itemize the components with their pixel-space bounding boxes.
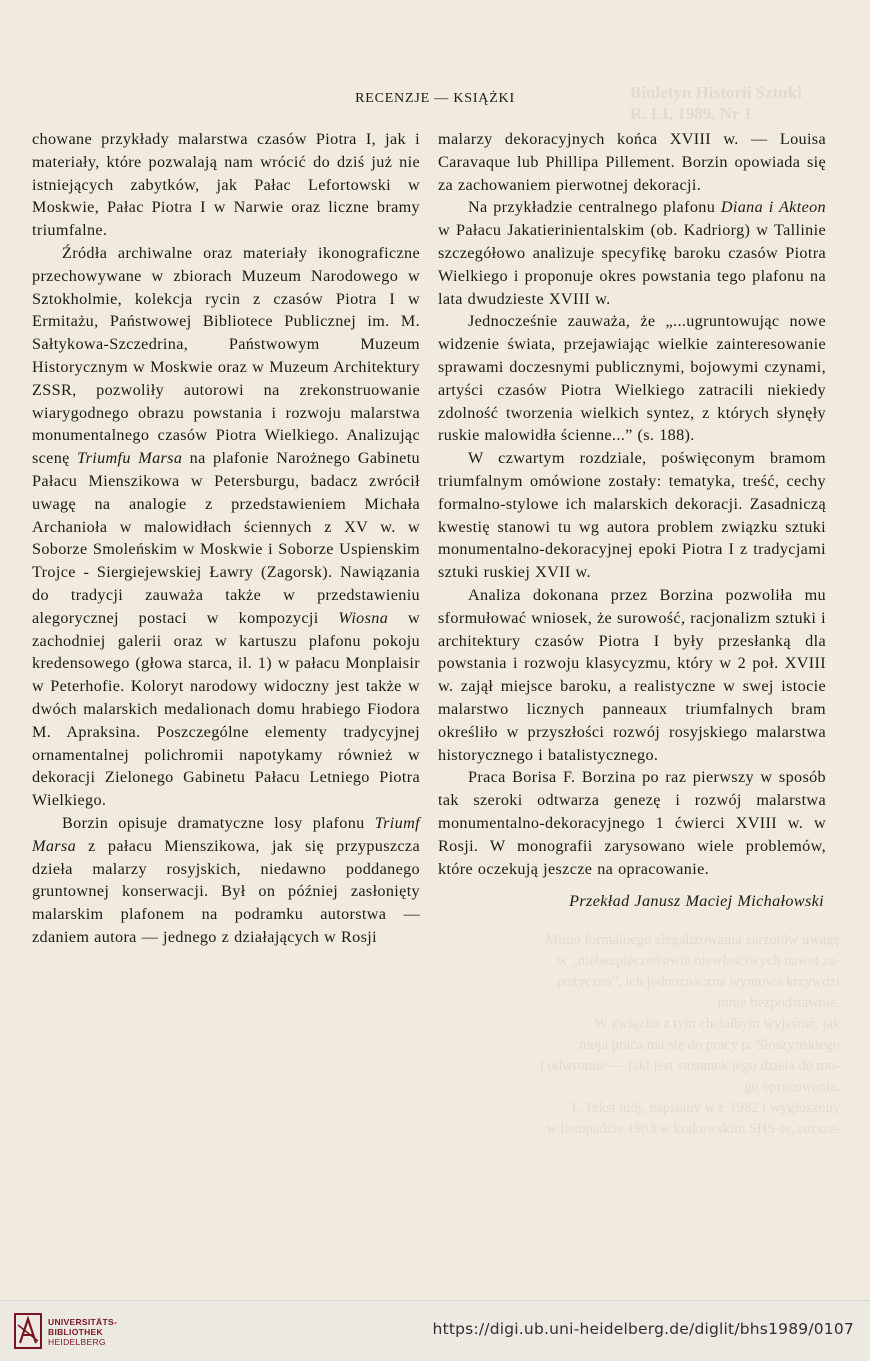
paragraph: Źródła archiwalne oraz materiały ikonograficzne przechowywane w zbiorach Muzeum Narodowego w Sztokholmie, kolekcja rycin z czasów Piotra I w Ermitażu, Państwowej Bibliotece Publicznej im. M. Sałtykowa-Szczedrina, Państwowym Muzeum Historycznym w Moskwie oraz w Muzeum Architektury ZSSR, pozwoliły autorowi na zrekonstruowanie wiarygodnego obrazu powstania i rozwoju malarstwa monumentalnego czasów Piotra Wielkiego. Analizując scenę Triumfu Marsa na plafonie Narożnego Gabinetu Pałacu Mienszikowa w Petersburgu, badacz zwrócił uwagę na analogie z przedstawieniem Michała Archanioła w malowidłach ściennych z XV w. w Soborze Smoleńskim w Moskwie i Soborze Uspienskim Trojce - Siergiejewskiej Ławry (Zagorsk). Nawiązania do tradycji zauważa także w przedstawieniu alegorycznej postaci w kompozycji Wiosna w zachodniej galerii oraz w kartuszu plafonu pokoju kredensowego (głowa starca, il. 1) w pałacu Monplaisir w Peterhofie. Koloryt narodowy widoczny jest także w dwóch malarskich medalionach domu hrabiego Fiodora M. Apraksina. Poszczególne elementy tradycyjnej ornamentalnej polichromii napotykamy również w dekoracji Zielonego Gabinetu Pałacu Letniego Piotra Wielkiego.	[32, 243, 420, 810]
viewer-footer	[0, 1300, 870, 1361]
paragraph: Borzin opisuje dramatyczne losy plafonu Triumf Marsa z pałacu Mienszikowa, jak się przypuszcza dzieła malarzy rosyjskich, niedawno poddanego gruntownej konserwacji. Był on później zasłonięty malarskim plafonem na podramku autorstwa — zdaniem autora — jednego z działających w Rosji	[32, 813, 420, 946]
paragraph: Analiza dokonana przez Borzina pozwoliła mu sformułować wniosek, że surowość, racjonalizm sztuki i architektury czasów Piotra I były przesłanką dla powstania i rozwoju klasycyzmu, który w 2 poł. XVIII w. zajął miejsce baroku, a realistyczne w swej istocie malarstwo licznych panneaux triumfalnych bram określiło w przyszłości rozwój rosyjskiego malarstwa historycznego i batalistycznego.	[438, 585, 826, 764]
paragraph: chowane przykłady malarstwa czasów Piotra I, jak i materiały, które pozwalają nam wrócić do dziś już nie istniejących zabytków, jak Pałac Lefortowski w Moskwie, Pałac Piotra I w Narwie oraz liczne bramy triumfalne.	[32, 130, 420, 240]
paragraph: Jednocześnie zauważa, że „...ugruntowując nowe widzenie świata, przejawiając wielkie zainteresowanie sprawami doczesnymi publicznymi, bojowymi czynami, artyści czasów Piotra Wielkiego zatracili niekiedy zdolność tworzenia wielkich syntez, z których słynęły ruskie malowidła ścienne...” (s. 188).	[438, 312, 826, 445]
running-head: RECENZJE — KSIĄŻKI	[355, 91, 515, 106]
library-logo-icon	[14, 1313, 42, 1349]
permalink-url[interactable]: https://digi.ub.uni-heidelberg.de/diglit/bhs1989/0107	[432, 1320, 854, 1338]
paragraph: W czwartym rozdziale, poświęconym bramom triumfalnym omówione zostały: tematyka, treść, cechy formalno-stylowe ich malarskich dekoracji. Zasadniczą kwestię stanowi tu wg autora problem związku sztuki monumentalno-dekoracyjnej epoki Piotra I z tradycjami sztuki ruskiej XVII w.	[438, 449, 826, 582]
university-library-logo[interactable]	[14, 1311, 134, 1351]
paragraph: Praca Borisa F. Borzina po raz pierwszy w sposób tak szeroki odtwarza genezę i rozwój malarstwa monumentalno-dekoracyjnego 1 ćwierci XVIII w. w Rosji. W monografii zarysowano wiele problemów, które oczekują jeszcze na opracowanie.	[438, 768, 826, 878]
bleed-through-header: Biuletyn Historii Sztuki R. LI, 1989, Nr 1	[630, 83, 802, 123]
translator-signature: Przekład Janusz Maciej Michałowski	[569, 892, 824, 911]
bleed-through-text: Mimo formalnego zlegalizowania zarzutów uwagę w „niebezpieczeństwie niewłaściwych nawet za- pożyczeń”, ich jednoznaczna wymowa krzywdzi mnie bezpodstawnie. W związku z tym chciałbym wyjaśnić, jak moja praca ma się do pracy p. Słoszyńskiego i odwrotnie — jaki jest stosunek jego dzieła do mo- go opracowania. 1. Tekst mój, napisany w r. 1982 i wygłoszony w listopadzie 1983 w krakowskim SHS-ie, rozsze-	[539, 932, 840, 1137]
text-column-left	[32, 128, 420, 949]
text-column-right	[438, 128, 826, 913]
paragraph: malarzy dekoracyjnych końca XVIII w. — Louisa Caravaque lub Phillipa Pillement. Borzin opowiada się za zachowaniem pierwotnej dekoracji.	[438, 130, 826, 194]
paragraph: Na przykładzie centralnego plafonu Diana i Akteon w Pałacu Jakatierinientalskim (ob. Kadriorg) w Tallinie szczegółowo analizuje specyfikę baroku czasów Piotra Wielkiego i proponuje okres powstania tego plafonu na lata dwudzieste XVIII w.	[438, 198, 826, 308]
logo-wordmark: UNIVERSITÄTS- BIBLIOTHEK HEIDELBERG	[48, 1317, 118, 1347]
